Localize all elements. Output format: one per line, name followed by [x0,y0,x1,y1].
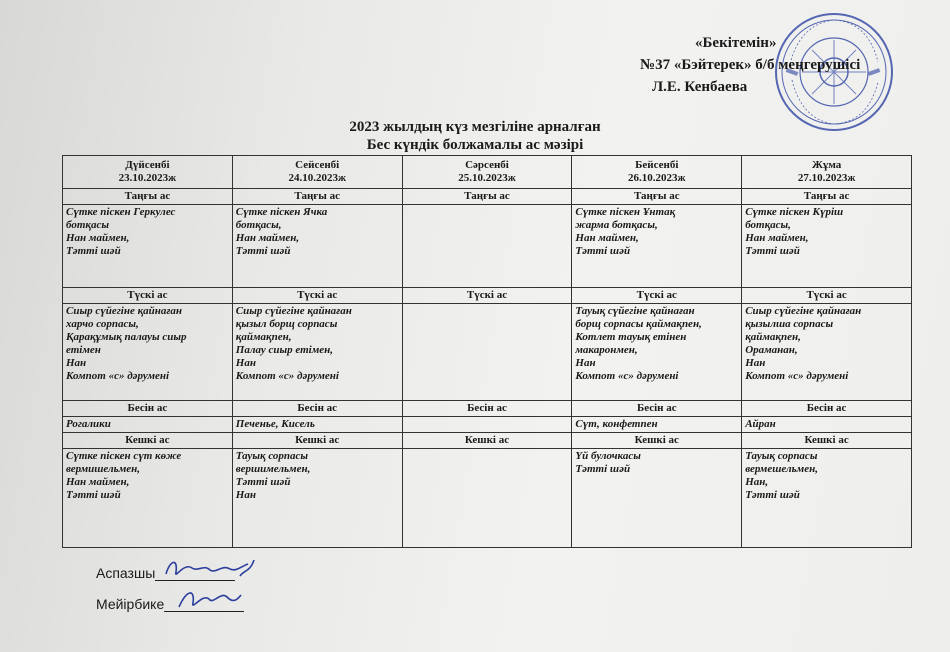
dish-cell [232,205,402,288]
dish-cell [63,304,233,401]
dish-line: Тәтті шәй [235,245,291,257]
dish-cell [742,417,912,433]
dish-line: Компот «с» дәрумені [66,370,170,382]
dish-line: қызылша сорпасы [745,318,834,330]
dish-line: Рогалики [66,418,111,430]
dish-line: Нан, [745,476,769,488]
dish-cell [742,205,912,288]
approval-line-1: «Бекітемін» [695,35,777,51]
dish-line: Нан маймен, [575,232,639,244]
dish-line: жарма ботқасы, [575,219,658,231]
meal-dishes-row [63,205,912,288]
dish-cell [742,449,912,548]
dish-line: Үй булочкасы [575,450,641,462]
meal-name-cell: Түскі ас [742,288,912,304]
dish-line: Нан [575,357,596,369]
dish-line: Ораманан, [745,344,798,356]
dish-line: Тәтті шәй [575,245,631,257]
dish-line: Компот «с» дәрумені [745,370,849,382]
dish-cell [742,304,912,401]
dish-line: Тауық сүйегіне қайнаған [575,305,695,317]
day-name: Сәрсенбі [465,159,509,171]
dish-line: Нан маймен, [745,232,809,244]
dish-line: вершимельмен, [235,463,311,475]
day-header-2 [402,156,572,189]
dish-line: Котлет тауық етінен [575,331,687,343]
day-date: 24.10.2023ж [288,172,346,184]
meal-name-row [63,401,912,417]
meal-name-row [63,433,912,449]
meal-name-cell: Түскі ас [232,288,402,304]
day-date: 26.10.2023ж [628,172,686,184]
day-name: Бейсенбі [635,159,679,171]
dish-line: Палау сиыр етімен, [235,344,333,356]
meal-name-cell: Кешкі ас [742,433,912,449]
meal-name-cell: Таңғы ас [63,189,233,205]
approval-line-3: Л.Е. Кенбаева [652,79,748,95]
meal-name-cell: Бесін ас [232,401,402,417]
dish-line: Тәтті шәй [745,489,800,501]
day-header-row [63,156,912,189]
dish-line: Тәтті шәй [66,245,121,257]
meal-name-cell: Түскі ас [63,288,233,304]
day-date: 27.10.2023ж [797,172,856,184]
meal-name-cell: Бесін ас [63,401,233,417]
dish-line: қаймақпен, [235,331,292,343]
dish-line: борщ сорпасы қаймақпен, [575,318,702,330]
dish-line: Компот «с» дәрумені [575,370,679,382]
meal-name-cell: Бесін ас [742,401,912,417]
dish-line: Нан [235,357,256,369]
dish-line: харчо сорпасы, [66,318,139,330]
meal-name-cell: Таңғы ас [572,189,742,205]
dish-cell [402,449,572,548]
dish-cell [402,205,572,288]
dish-line: Нан [235,489,256,501]
day-name: Жұма [811,159,842,171]
nurse-handwritten-signature [175,585,245,613]
dish-line: Тәтті шәй [66,489,121,501]
meal-name-cell: Кешкі ас [572,433,742,449]
dish-line: ботқасы [66,219,109,231]
dish-cell [63,417,233,433]
meal-dishes-row [63,449,912,548]
meal-name-cell: Түскі ас [402,288,572,304]
dish-line: Тауық сорпасы [235,450,309,462]
meal-dishes-row [63,304,912,401]
day-header-4 [742,156,912,189]
dish-line: Қарақұмық палауы сиыр [66,331,187,343]
document-title-line-1: 2023 жылдың күз мезгіліне арналған [349,119,601,135]
meal-name-cell: Кешкі ас [232,433,402,449]
dish-cell [572,304,742,401]
dish-line: Печенье, Кисель [235,418,315,430]
day-date: 25.10.2023ж [458,172,516,184]
meal-name-row [63,189,912,205]
dish-cell [63,205,233,288]
day-name: Дүйсенбі [125,159,170,171]
dish-line: ботқасы, [235,219,282,231]
dish-line: Нан [66,357,87,369]
dish-line: Нан маймен, [66,232,130,244]
dish-line: Сүтке піскен Ячка [235,206,328,218]
dish-line: Сүтке піскен Геркулес [66,206,176,218]
meal-name-cell: Түскі ас [572,288,742,304]
approval-line-2: №37 «Бэйтерек» б/б меңгерушісі [640,57,861,73]
dish-cell [232,304,402,401]
dish-line: Тәтті шәй [235,476,291,488]
dish-line: Нан [745,357,766,369]
dish-line: Тауық сорпасы [745,450,818,462]
meal-name-cell: Бесін ас [402,401,572,417]
dish-line: Тәтті шәй [745,245,800,257]
dish-line: Сиыр сүйегіне қайнаған [745,305,862,317]
nurse-label: Мейірбике [96,596,165,612]
dish-line: Тәтті шәй [575,463,631,475]
dish-line: Сиыр сүйегіне қайнаған [66,305,183,317]
dish-line: вермишельмен, [66,463,140,475]
meal-dishes-row [63,417,912,433]
dish-line: Сүтке піскен Ұнтақ [575,206,676,218]
cook-handwritten-signature [160,552,260,586]
meal-name-cell: Кешкі ас [63,433,233,449]
approval-block [640,32,880,98]
meal-name-cell: Бесін ас [572,401,742,417]
dish-line: Сүтке піскен Күріш [745,206,844,218]
dish-line: Компот «с» дәрумені [235,370,339,382]
dish-cell [572,205,742,288]
day-header-1 [232,156,402,189]
dish-line: Айран [745,418,776,430]
dish-cell [232,417,402,433]
dish-cell [402,417,572,433]
meal-name-cell: Таңғы ас [742,189,912,205]
cook-label: Аспазшы [96,565,156,581]
dish-cell [232,449,402,548]
meal-name-cell: Кешкі ас [402,433,572,449]
dish-line: етімен [66,344,101,356]
day-name: Сейсенбі [295,159,340,171]
day-header-3 [572,156,742,189]
dish-line: Сүтке піскен сүт көже [66,450,182,462]
dish-line: Сүт, конфетпен [575,418,658,430]
dish-line: Нан маймен, [235,232,300,244]
menu-table [62,155,912,548]
dish-line: ботқасы, [745,219,791,231]
dish-line: вермешельмен, [745,463,818,475]
day-header-0 [63,156,233,189]
dish-line: макаронмен, [575,344,638,356]
dish-line: Сиыр сүйегіне қайнаған [235,305,352,317]
dish-cell [572,417,742,433]
meal-name-cell: Таңғы ас [232,189,402,205]
dish-cell [63,449,233,548]
dish-line: Нан маймен, [66,476,130,488]
meal-name-cell: Таңғы ас [402,189,572,205]
meal-name-row [63,288,912,304]
dish-line: қаймақпен, [745,331,801,343]
dish-cell [402,304,572,401]
day-date: 23.10.2023ж [118,172,177,184]
dish-line: қызыл борщ сорпасы [235,318,338,330]
dish-cell [572,449,742,548]
document-title-line-2: Бес күндік болжамалы ас мәзірі [366,137,584,153]
